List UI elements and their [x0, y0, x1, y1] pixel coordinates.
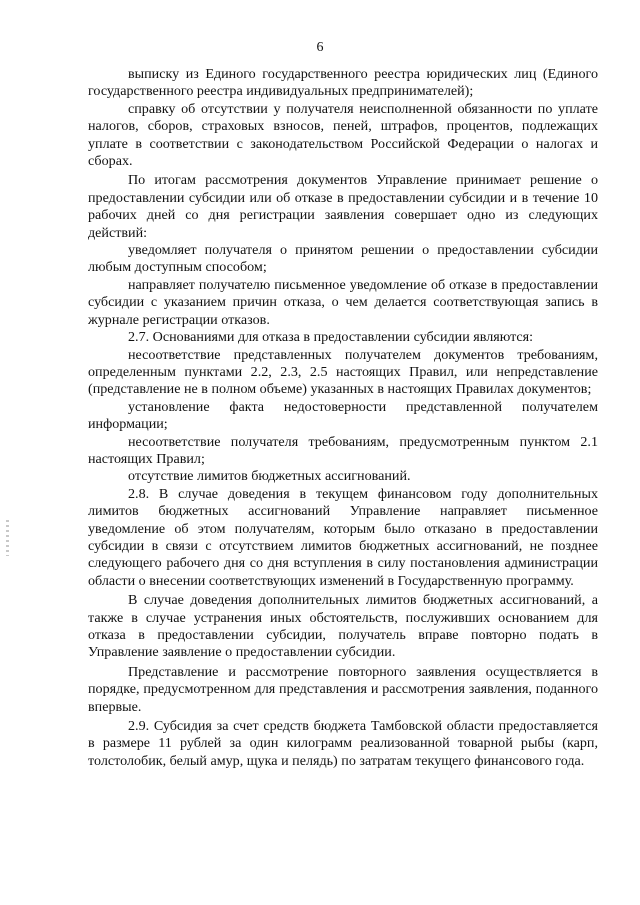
margin-scan-mark — [6, 520, 9, 556]
paragraph-requirements-mismatch: несоответствие получателя требованиям, предусмотренным пунктом 2.1 настоящих Правил; — [88, 433, 598, 467]
paragraph-repeat-application: Представление и рассмотрение повторного заявления осуществляется в порядке, предусмотренном для представления и рассмотрения заявления, поданного впервые. — [88, 663, 598, 715]
paragraph-tax-certificate: справку об отсутствии у получателя неисполненной обязанности по уплате налогов, сборов, страховых взносов, пеней, штрафов, процентов, подлежащих уплате в соответствии с законодательством Российской Федерации о налогах и сборах. — [88, 100, 598, 170]
paragraph-additional-limits: В случае доведения дополнительных лимитов бюджетных ассигнований, а также в случае устранения иных обстоятельств, послуживших основанием для отказа в предоставлении субсидии, получатель вправе повторно подать в Управление заявление о предоставлении субсидии. — [88, 592, 598, 661]
document-body — [88, 66, 598, 770]
paragraph-refusal-notice: направляет получателю письменное уведомление об отказе в предоставлении субсидии с указанием причин отказа, о чем делается соответствующая запись в журнале регистрации отказов. — [88, 276, 598, 328]
page-number: 6 — [316, 40, 324, 55]
paragraph-2-9: 2.9. Субсидия за счет средств бюджета Тамбовской области предоставляется в размере 11 рублей за один килограмм реализованной товарной рыбы (карп, толстолобик, белый амур, щука и пелядь) по затратам текущего финансового года. — [88, 718, 598, 769]
paragraph-docs-mismatch: несоответствие представленных получателем документов требованиям, определенным пунктами 2.2, 2.3, 2.5 настоящих Правил, или непредставление (представление не в полном объеме) указанных в настоящих Правилах документов; — [88, 346, 598, 398]
paragraph-2-7-heading: 2.7. Основаниями для отказа в предоставлении субсидии являются: — [128, 329, 534, 346]
paragraph-2-8: 2.8. В случае доведения в текущем финансовом году дополнительных лимитов бюджетных ассигнований Управление направляет письменное уведомление об этом получателям, которым было отказано в предоставлении субсидии в связи с отсутствием лимитов бюджетных ассигнований, не позднее следующего рабочего дня со дня вступления в силу постановления администрации области о внесении соответствующих изменений в Государственную программу. — [88, 485, 598, 589]
paragraph-review-results: По итогам рассмотрения документов Управление принимает решение о предоставлении субсидии или об отказе в предоставлении субсидии и в течение 10 рабочих дней со дня регистрации заявления совершает одно из следующих действий: — [88, 172, 598, 241]
paragraph-false-info: установление факта недостоверности представленной получателем информации; — [88, 398, 598, 433]
paragraph-no-limits: отсутствие лимитов бюджетных ассигнований. — [128, 468, 411, 485]
paragraph-notify-decision: уведомляет получателя о принятом решении о предоставлении субсидии любым доступным способом; — [88, 242, 598, 276]
paragraph-egrul-extract: выписку из Единого государственного реестра юридических лиц (Единого государственного реестра индивидуальных предпринимателей); — [88, 66, 598, 100]
